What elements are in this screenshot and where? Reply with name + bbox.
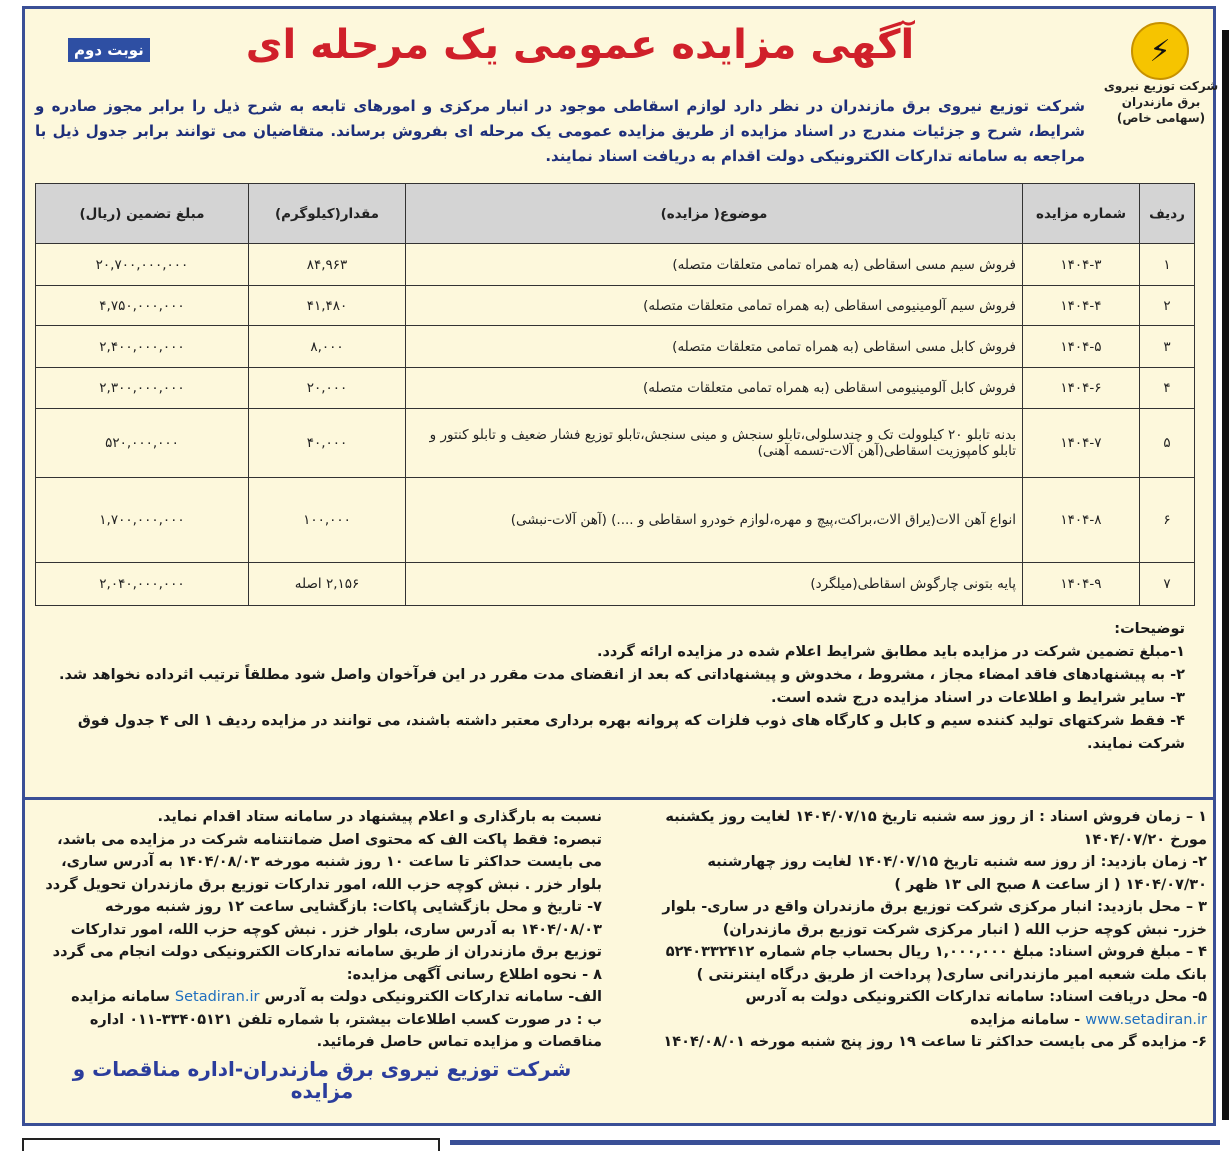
- condition-item: ۲- زمان بازدید: از روز سه شنبه تاریخ ۱۴۰۴/۰۷/۱۵ لغایت روز چهارشنبه ۱۴۰۴/۰۷/۳۰ ( از ساعت ۸ صبح الی ۱۳ ظهر ): [707, 854, 1207, 893]
- table-row: [36, 244, 1195, 286]
- table-row: [36, 368, 1195, 409]
- cell-guarantee: ۲۰,۷۰۰,۰۰۰,۰۰۰: [36, 244, 249, 286]
- cell-guarantee: ۵۲۰,۰۰۰,۰۰۰: [36, 409, 249, 478]
- company-name: شرکت توزیع نیروی برق مازندران (سهامی خاص): [1103, 79, 1219, 125]
- cell-row-no: ۳: [1140, 326, 1195, 368]
- conditions-left-column: [42, 806, 602, 1103]
- cell-quantity: ۱۰۰,۰۰۰: [249, 478, 406, 563]
- notes-title: توضیحات:: [1114, 621, 1185, 637]
- cell-subject: پایه بتونی چارگوش اسقاطی(میلگرد): [406, 563, 1023, 606]
- col-header-auction-no: شماره مزایده: [1023, 184, 1140, 244]
- col-header-row-no: ردیف: [1140, 184, 1195, 244]
- cell-guarantee: ۴,۷۵۰,۰۰۰,۰۰۰: [36, 286, 249, 326]
- section-divider: [22, 797, 1216, 800]
- cell-guarantee: ۱,۷۰۰,۰۰۰,۰۰۰: [36, 478, 249, 563]
- note-item: ۲- به پیشنهادهای فاقد امضاء مجاز ، مشروط ، مخدوش و پیشنهاداتی که بعد از انقضای مدت مقرر در این فرآخوان واصل شود مطلقاً ترتیب اثرداده نخواهد شد.: [58, 667, 1185, 683]
- condition-item: ۷- تاریخ و محل بازگشایی پاکات: بازگشایی ساعت ۱۲ روز شنبه مورخه ۱۴۰۴/۰۸/۰۳ به آدرس ساری، بلوار خزر . نبش کوچه حزب الله، امور تدارکات توزیع برق مازندران از طریق سامانه تدارکات الکترونیکی دولت انجام می گردد: [52, 899, 602, 960]
- ad-title: آگهی مزایده عمومی یک مرحله ای: [245, 22, 915, 68]
- cell-row-no: ۱: [1140, 244, 1195, 286]
- cell-auction-no: ۱۴۰۴-۹: [1023, 563, 1140, 606]
- condition-text: سامانه مزایده: [71, 989, 170, 1005]
- col-header-subject: موضوع( مزایده): [406, 184, 1023, 244]
- table-row: [36, 563, 1195, 606]
- note-item: ۴- فقط شرکتهای تولید کننده سیم و کابل و کارگاه های ذوب فلزات که پروانه بهره برداری معتبر داشته باشند، می توانند در مزایده ردیف ۱ الی ۴ جدول فوق شرکت نمایند.: [77, 713, 1185, 752]
- page-edge-bar: [1222, 30, 1229, 1120]
- condition-item: ب : در صورت کسب اطلاعات بیشتر، با شماره تلفن ۳۳۴۰۵۱۲۱-۰۱۱ اداره مناقصات و مزایده تماس حاصل فرمائید.: [89, 1011, 602, 1050]
- cell-row-no: ۴: [1140, 368, 1195, 409]
- round-badge: نوبت دوم: [68, 38, 150, 62]
- cell-guarantee: ۲,۰۴۰,۰۰۰,۰۰۰: [36, 563, 249, 606]
- table-row: [36, 478, 1195, 563]
- cell-guarantee: ۲,۴۰۰,۰۰۰,۰۰۰: [36, 326, 249, 368]
- cell-row-no: ۶: [1140, 478, 1195, 563]
- setadiran-link[interactable]: www.setadiran.ir: [1085, 1011, 1207, 1028]
- cell-auction-no: ۱۴۰۴-۴: [1023, 286, 1140, 326]
- cell-subject: انواع آهن الات(یراق الات،براکت،پیچ و مهره،لوازم خودرو اسقاطی و ....) (آهن آلات-نبشی): [406, 478, 1023, 563]
- cell-row-no: ۲: [1140, 286, 1195, 326]
- cell-quantity: ۲۰,۰۰۰: [249, 368, 406, 409]
- intro-text: شرکت توزیع نیروی برق مازندران در نظر دارد لوازم اسقاطی موجود در انبار مرکزی و امورهای تابعه به شرح ذیل را برابر مجوز صادره و شرایط، شرح و جزئیات مندرج در اسناد مزایده از طریق مزایده عمومی یک مرحله ای بفروش برساند. متقاضیان می توانند برابر جدول ذیل با مراجعه به سامانه تدارکات الکترونیکی دولت اقدام به دریافت اسناد نمایند.: [35, 97, 1085, 165]
- cell-auction-no: ۱۴۰۴-۷: [1023, 409, 1140, 478]
- condition-text: الف- سامانه تدارکات الکترونیکی دولت به آدرس: [264, 989, 602, 1005]
- condition-item: نسبت به بارگذاری و اعلام پیشنهاد در سامانه ستاد اقدام نماید.: [157, 809, 602, 825]
- condition-item: ۳ – محل بازدید: انبار مرکزی شرکت توزیع برق مازندران واقع در ساری- بلوار خزر- نبش کوچه حزب الله ( انبار مرکزی شرکت توزیع برق مازندران): [662, 899, 1207, 938]
- cell-guarantee: ۲,۳۰۰,۰۰۰,۰۰۰: [36, 368, 249, 409]
- note-item: ۱-مبلغ تضمین شرکت در مزایده باید مطابق شرایط اعلام شده در مزایده ارائه گردد.: [596, 644, 1185, 660]
- table-row: [36, 286, 1195, 326]
- table-row: [36, 409, 1195, 478]
- auction-table: [35, 183, 1195, 606]
- cell-auction-no: ۱۴۰۴-۶: [1023, 368, 1140, 409]
- cell-subject: فروش کابل آلومینیومی اسقاطی (به همراه تمامی متعلقات متصله): [406, 368, 1023, 409]
- cell-auction-no: ۱۴۰۴-۳: [1023, 244, 1140, 286]
- notes-section: [35, 618, 1185, 756]
- cell-subject: فروش سیم مسی اسقاطی (به همراه تمامی متعلقات متصله): [406, 244, 1023, 286]
- col-header-quantity: مقدار(کیلوگرم): [249, 184, 406, 244]
- cell-quantity: ۸۴,۹۶۳: [249, 244, 406, 286]
- next-ad-border: [22, 1138, 440, 1151]
- company-logo-icon: ⚡: [1131, 22, 1189, 80]
- cell-quantity: ۲,۱۵۶ اصله: [249, 563, 406, 606]
- condition-item: تبصره: فقط پاکت الف که محتوی اصل ضمانتنامه شرکت در مزایده می باشد، می بایست حداکثر تا ساعت ۱۰ روز شنبه مورخه ۱۴۰۴/۰۸/۰۳ به آدرس ساری، بلوار خزر . نبش کوچه حزب الله، امور تدارکات توزیع برق مازندران تحویل گردد: [45, 831, 602, 893]
- footer-signature: شرکت توزیع نیروی برق مازندران-اداره مناقصات و مزایده: [72, 1056, 572, 1103]
- cell-subject: فروش سیم آلومینیومی اسقاطی (به همراه تمامی متعلقات متصله): [406, 286, 1023, 326]
- cell-row-no: ۵: [1140, 409, 1195, 478]
- setadiran-link[interactable]: Setadiran.ir: [174, 989, 260, 1005]
- cell-row-no: ۷: [1140, 563, 1195, 606]
- table-row: [36, 326, 1195, 368]
- condition-text: - سامانه مزایده: [970, 1011, 1081, 1028]
- cell-quantity: ۴۱,۴۸۰: [249, 286, 406, 326]
- conditions-right-column: [637, 806, 1207, 1054]
- cell-subject: بدنه تابلو ۲۰ کیلوولت تک و چندسلولی،تابلو سنجش و مینی سنجش،تابلو توزیع فشار ضعیف و تابلو کنتور و تابلو کامپوزیت اسقاطی(آهن آلات-تسمه آهنی): [406, 409, 1023, 478]
- col-header-guarantee: مبلغ تضمین (ریال): [36, 184, 249, 244]
- condition-item: ۴ – مبلغ فروش اسناد: مبلغ ۱,۰۰۰,۰۰۰ ریال بحساب جام شماره ۵۲۴۰۳۳۲۴۱۲ بانک ملت شعبه امیر مازندرانی ساری( پرداخت از طریق درگاه اینترنتی ): [665, 944, 1207, 983]
- cell-subject: فروش کابل مسی اسقاطی (به همراه تمامی متعلقات متصله): [406, 326, 1023, 368]
- cell-auction-no: ۱۴۰۴-۸: [1023, 478, 1140, 563]
- condition-item: ۸ - نحوه اطلاع رسانی آگهی مزایده:: [346, 966, 602, 983]
- next-ad-border: [450, 1140, 1220, 1151]
- condition-item: ۵- محل دریافت اسناد: سامانه تدارکات الکترونیکی دولت به آدرس: [745, 989, 1207, 1005]
- cell-auction-no: ۱۴۰۴-۵: [1023, 326, 1140, 368]
- cell-quantity: ۴۰,۰۰۰: [249, 409, 406, 478]
- note-item: ۳- سایر شرایط و اطلاعات در اسناد مزایده درج شده است.: [770, 690, 1185, 706]
- cell-quantity: ۸,۰۰۰: [249, 326, 406, 368]
- condition-item: ۶- مزایده گر می بایست حداکثر تا ساعت ۱۹ روز پنج شنبه مورخه ۱۴۰۴/۰۸/۰۱: [663, 1034, 1207, 1050]
- condition-item: ۱ – زمان فروش اسناد : از روز سه شنبه تاریخ ۱۴۰۴/۰۷/۱۵ لغایت روز یکشنبه مورخ ۱۴۰۴/۰۷/۲۰: [665, 809, 1207, 848]
